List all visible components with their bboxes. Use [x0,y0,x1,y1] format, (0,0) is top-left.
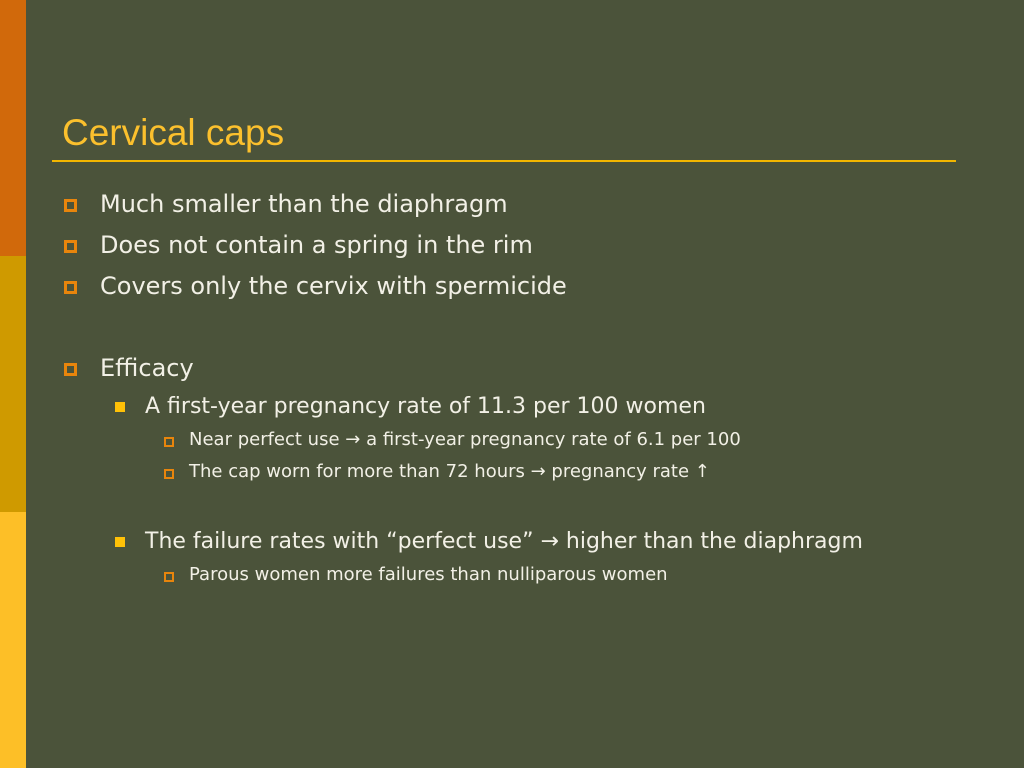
hollow-square-bullet-icon [64,240,77,253]
bullet-item: Does not contain a spring in the rim [100,231,533,259]
hollow-square-bullet-icon [164,437,174,447]
bullet-item: Much smaller than the diaphragm [100,190,508,218]
hollow-square-bullet-icon [164,572,174,582]
bullet-item-efficacy: Efficacy [100,354,194,382]
sub-sub-bullet-item: The cap worn for more than 72 hours → pregnancy rate ↑ [189,461,710,482]
side-bar-gold [0,256,26,512]
side-bar-yellow [0,512,26,768]
title-underline [52,160,956,162]
side-bar-orange [0,0,26,256]
hollow-square-bullet-icon [164,469,174,479]
hollow-square-bullet-icon [64,199,77,212]
sub-sub-bullet-item: Parous women more failures than nulliparous women [189,564,668,585]
hollow-square-bullet-icon [64,363,77,376]
hollow-square-bullet-icon [64,281,77,294]
sub-sub-bullet-item: Near perfect use → a first-year pregnancy rate of 6.1 per 100 [189,429,741,450]
solid-square-bullet-icon [115,402,125,412]
slide-title: Cervical caps [62,112,285,153]
bullet-item: Covers only the cervix with spermicide [100,272,567,300]
sub-bullet-item: The failure rates with “perfect use” → higher than the diaphragm [145,529,863,554]
solid-square-bullet-icon [115,537,125,547]
sub-bullet-item: A first-year pregnancy rate of 11.3 per 100 women [145,394,706,419]
